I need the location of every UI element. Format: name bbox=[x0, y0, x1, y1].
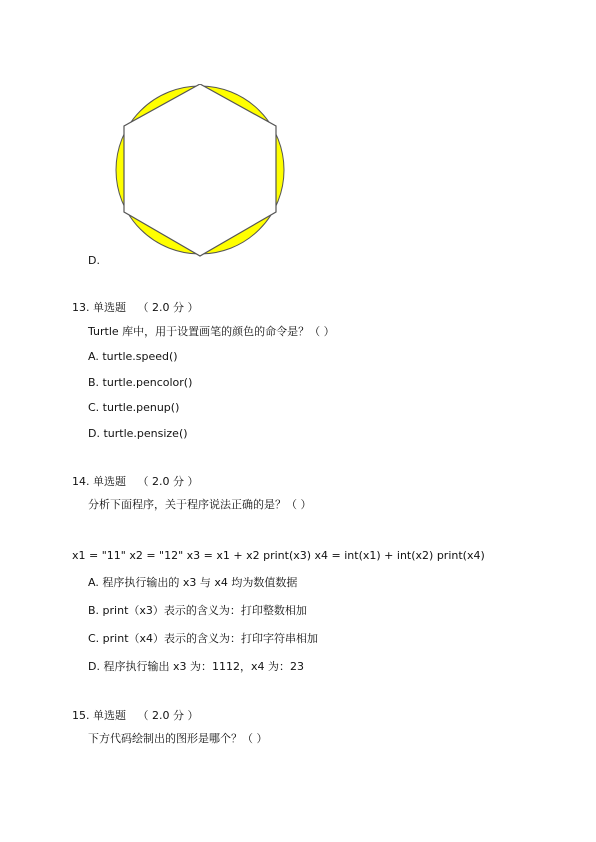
question-14-text: 分析下面程序，关于程序说法正确的是？（ ） bbox=[88, 498, 312, 511]
question-14-option-d[interactable]: D. 程序执行输出 x3 为：1112，x4 为：23 bbox=[88, 660, 304, 673]
circle-hexagon-figure bbox=[112, 84, 292, 260]
question-14-code: x1 = "11" x2 = "12" x3 = x1 + x2 print(x3) x4 = int(x1) + int(x2) print(x4) bbox=[72, 549, 485, 562]
question-13-score: （ 2.0 分 ） bbox=[137, 301, 199, 314]
question-14-header bbox=[72, 475, 198, 489]
question-14-option-c[interactable]: C. print（x4）表示的含义为：打印字符串相加 bbox=[88, 632, 319, 645]
question-15-number: 15. bbox=[72, 709, 90, 722]
question-13-number: 13. bbox=[72, 301, 90, 314]
question-13-option-b[interactable]: B. turtle.pencolor() bbox=[88, 376, 193, 389]
question-15-score: （ 2.0 分 ） bbox=[137, 709, 199, 722]
question-13-text: Turtle 库中，用于设置画笔的颜色的命令是？（ ） bbox=[88, 325, 335, 338]
question-15-type: 单选题 bbox=[93, 709, 126, 722]
question-13-option-a[interactable]: A. turtle.speed() bbox=[88, 350, 178, 363]
question-15-text: 下方代码绘制出的图形是哪个？（ ） bbox=[88, 732, 268, 745]
figure-option-label: D. bbox=[88, 254, 100, 267]
question-14-number: 14. bbox=[72, 475, 90, 488]
question-13-header bbox=[72, 301, 198, 315]
question-14-option-a[interactable]: A. 程序执行输出的 x3 与 x4 均为数值数据 bbox=[88, 576, 298, 589]
question-14-score: （ 2.0 分 ） bbox=[137, 475, 199, 488]
question-13-option-d[interactable]: D. turtle.pensize() bbox=[88, 427, 188, 440]
question-13-type: 单选题 bbox=[93, 301, 126, 314]
question-15-header bbox=[72, 709, 198, 723]
question-14-option-b[interactable]: B. print（x3）表示的含义为：打印整数相加 bbox=[88, 604, 307, 617]
question-14-type: 单选题 bbox=[93, 475, 126, 488]
question-13-option-c[interactable]: C. turtle.penup() bbox=[88, 401, 180, 414]
